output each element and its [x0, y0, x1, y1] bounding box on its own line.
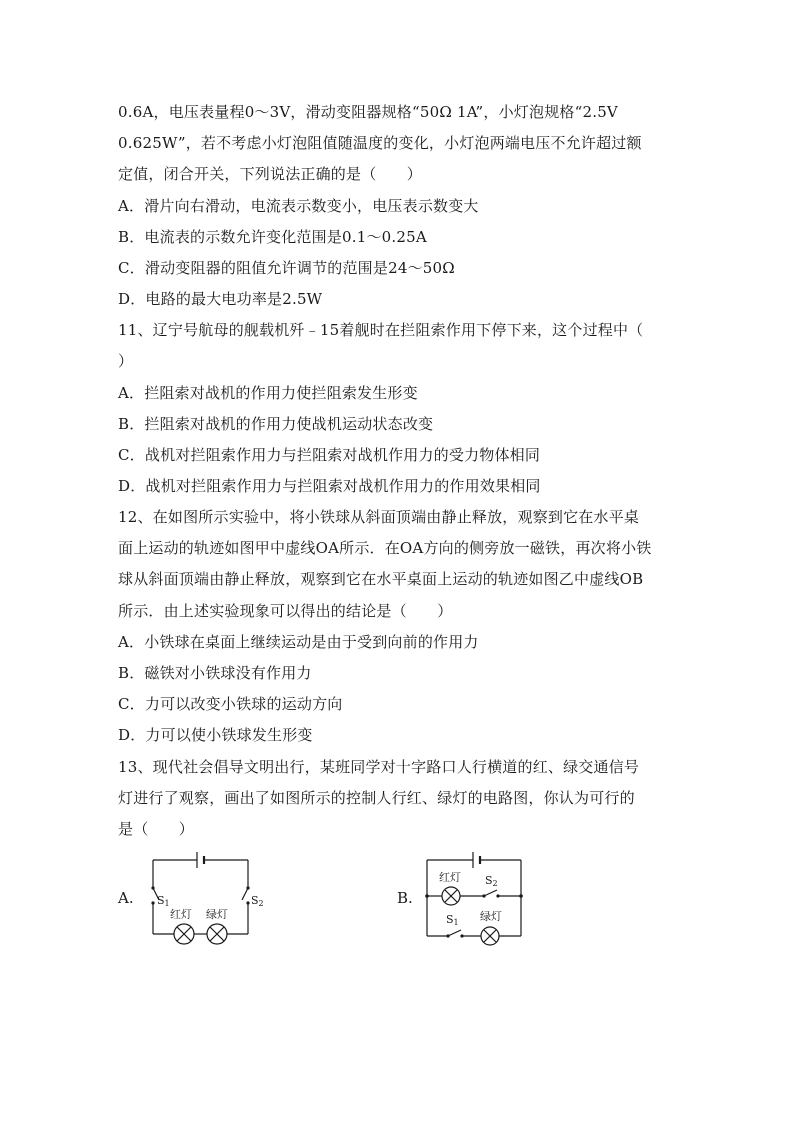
- q11-option-d: D．战机对拦阻索作用力与拦阻索对战机作用力的作用效果相同: [118, 477, 541, 495]
- q12-option-a: A．小铁球在桌面上继续运动是由于受到向前的作用力: [118, 633, 479, 651]
- q10-line-3: 定值，闭合开关，下列说法正确的是（ ）: [118, 165, 423, 183]
- switch-s2-blade: [242, 888, 248, 900]
- label-red-lamp: 红灯: [170, 908, 192, 921]
- diagram-a-letter: A.: [118, 889, 134, 907]
- q10-line-1: 0.6A，电压表量程0～3V，滑动变阻器规格“50Ω 1A”，小灯泡规格“2.5V: [118, 103, 618, 121]
- label-green-lamp: 绿灯: [480, 910, 502, 923]
- q11-line-1: 11、辽宁号航母的舰载机歼﹣15着舰时在拦阻索作用下停下来，这个过程中（: [118, 321, 644, 339]
- q10-option-c: C．滑动变阻器的阻值允许调节的范围是24～50Ω: [118, 259, 455, 277]
- q11-option-a: A．拦阻索对战机的作用力使拦阻索发生形变: [118, 384, 418, 402]
- q10-option-a: A．滑片向右滑动，电流表示数变小，电压表示数变大: [118, 197, 479, 215]
- circuit-b-svg: [420, 848, 530, 948]
- diagram-b-letter: B.: [397, 889, 413, 907]
- label-s2: S2: [485, 874, 498, 888]
- q10-option-b: B．电流表的示数允许变化范围是0.1～0.25A: [118, 228, 427, 246]
- q12-option-d: D．力可以使小铁球发生形变: [118, 726, 313, 744]
- q12-line-1: 12、在如图所示实验中，将小铁球从斜面顶端由静止释放，观察到它在水平桌: [118, 508, 640, 526]
- circuit-diagram-b: [420, 848, 530, 948]
- q12-line-3: 球从斜面顶端由静止释放，观察到它在水平桌面上运动的轨迹如图乙中虚线OB: [118, 570, 644, 588]
- label-green-lamp: 绿灯: [206, 908, 228, 921]
- label-red-lamp: 红灯: [439, 871, 461, 884]
- q10-line-2: 0.625W”，若不考虑小灯泡阻值随温度的变化，小灯泡两端电压不允许超过额: [118, 134, 642, 152]
- q12-option-b: B．磁铁对小铁球没有作用力: [118, 664, 312, 682]
- q12-option-c: C．力可以改变小铁球的运动方向: [118, 695, 343, 713]
- q13-line-3: 是（ ）: [118, 820, 195, 838]
- label-s1: S1: [157, 894, 170, 908]
- label-s2: S2: [251, 894, 264, 908]
- circuit-a-svg: [140, 848, 280, 948]
- q11-option-c: C．战机对拦阻索作用力与拦阻索对战机作用力的受力物体相同: [118, 446, 541, 464]
- q11-line-2: ）: [118, 352, 134, 370]
- q13-line-1: 13、现代社会倡导文明出行，某班同学对十字路口人行横道的红、绿交通信号: [118, 758, 640, 776]
- switch-s1-blade: [448, 930, 461, 936]
- q12-line-4: 所示．由上述实验现象可以得出的结论是（ ）: [118, 602, 453, 620]
- q11-option-b: B．拦阻索对战机的作用力使战机运动状态改变: [118, 415, 434, 433]
- switch-s2-blade: [484, 890, 497, 896]
- q12-line-2: 面上运动的轨迹如图甲中虚线OA所示．在OA方向的侧旁放一磁铁，再次将小铁: [118, 539, 652, 557]
- label-s1: S1: [446, 913, 459, 927]
- q10-option-d: D．电路的最大电功率是2.5W: [118, 290, 323, 308]
- circuit-diagram-a: [140, 848, 280, 948]
- q13-line-2: 灯进行了观察，画出了如图所示的控制人行红、绿灯的电路图，你认为可行的: [118, 789, 635, 807]
